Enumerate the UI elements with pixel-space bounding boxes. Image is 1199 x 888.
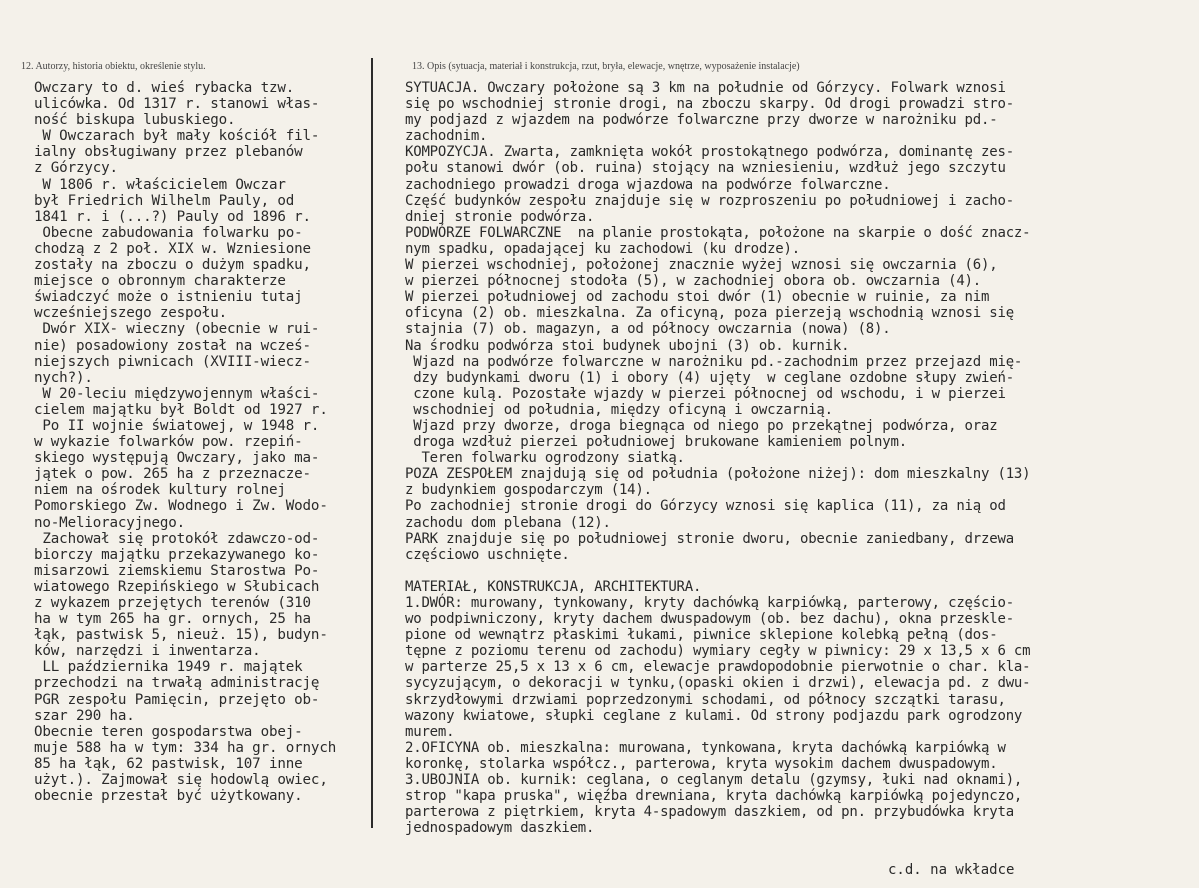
text-line: 2.OFICYNA ob. mieszkalna: murowana, tynkowana, kryta dachówką karpiówką w <box>405 739 1006 756</box>
text-line: SYTUACJA. Owczary położone są 3 km na południe od Górzycy. Folwark wznosi <box>405 80 1006 96</box>
text-line: wcześniejszego zespołu. <box>34 305 228 322</box>
text-line: wazony kwiatowe, słupki ceglane z kulami. Od strony podjazdu park ogrodzony <box>405 707 1023 724</box>
text-line: strop "kapa pruska", więźba drewniana, kryta dachówką karpiówką pojedynczo, <box>405 788 1023 805</box>
section-12-header: 12. Autorzy, historia obiektu, określenie stylu. <box>21 61 206 72</box>
text-line: jednospadowym daszkiem. <box>405 820 595 837</box>
text-line: nym spadku, opadającej ku zachodowi (ku drodze). <box>405 240 800 257</box>
text-line: oficyna (2) ob. mieszkalna. Za oficyną, poza pierzeją wschodnią wznosi się <box>405 305 1014 322</box>
text-line: wschodniej od południa, między oficyną i owczarnią. <box>405 401 833 418</box>
text-line: sycyzującym, o dekoracji w tynku,(opaski okien i drzwi), elewacja pd. z dwu- <box>405 675 1031 692</box>
text-line: użyt.). Zajmował się hodowlą owiec, <box>34 772 328 789</box>
text-line: murem. <box>405 723 455 740</box>
history-column <box>34 80 336 804</box>
text-line: PODWÓRZE FOLWARCZNE na planie prostokąta, położone na skarpie o dość znacz- <box>405 224 1031 241</box>
text-line: wo podpiwniczony, kryty dachem dwuspadowym (ob. bez dachu), okna przeskle- <box>405 611 1014 628</box>
text-line: zachodu dom plebana (12). <box>405 514 611 531</box>
text-line: Pomorskiego Zw. Wodnego i Zw. Wodo- <box>34 498 328 515</box>
text-line: przechodzi na trwałą administrację <box>34 675 320 692</box>
text-line: Część budynków zespołu znajduje się w rozproszeniu po południowej i zacho- <box>405 192 1014 209</box>
text-line: niejszych piwnicach (XVIII-wiecz- <box>34 353 311 370</box>
text-line: nych?). <box>34 369 93 386</box>
text-line: cielem majątku był Boldt od 1927 r. <box>34 401 328 418</box>
text-line: był Friedrich Wilhelm Pauly, od <box>34 192 295 209</box>
text-line: ha w tym 265 ha gr. ornych, 25 ha <box>34 611 311 628</box>
text-line: LL października 1949 r. majątek <box>34 659 303 676</box>
text-line: częściowo uschnięte. <box>405 546 570 563</box>
text-line: nie) posadowiony został na wcześ- <box>34 337 311 354</box>
text-line: 1841 r. i (...?) Pauly od 1896 r. <box>34 208 311 225</box>
text-line: świadczyć może o istnieniu tutaj <box>34 289 303 306</box>
text-line: czone kulą. Pozostałe wjazdy w pierzei północnej od wschodu, i w pierzei <box>405 385 1006 402</box>
text-line: zachodniego prowadzi droga wjazdowa na podwórze folwarczne. <box>405 176 891 193</box>
text-line: W pierzei południowej od zachodu stoi dwór (1) obecnie w ruinie, za nim <box>405 289 990 306</box>
text-line: W 1806 r. właścicielem Owczar <box>34 176 286 193</box>
text-line <box>405 563 1030 579</box>
text-line: ność biskupa lubuskiego. <box>34 112 236 129</box>
text-line: W pierzei wschodniej, położonej znacznie wyżej wznosi się owczarnia (6), <box>405 257 998 274</box>
text-line: MATERIAŁ, KONSTRUKCJA, ARCHITEKTURA. <box>405 578 702 595</box>
text-line: 85 ha łąk, 62 pastwisk, 107 inne <box>34 755 303 772</box>
text-line: Po zachodniej stronie drogi do Górzycy wznosi się kaplica (11), za nią od <box>405 498 1006 515</box>
text-line: Obecne zabudowania folwarku po- <box>34 224 303 241</box>
text-line: ialny obsługiwany przez plebanów <box>34 144 303 161</box>
text-line: jątek o pow. 265 ha z przeznacze- <box>34 466 311 483</box>
text-line: PGR zespołu Pamięcin, przejęto ob- <box>34 691 320 708</box>
text-line: Wjazd przy dworze, droga biegnąca od niego po przekątnej podwórza, oraz <box>405 417 998 434</box>
text-line: zostały na zboczu o dużym spadku, <box>34 257 311 274</box>
text-line: biorczy majątku przekazywanego ko- <box>34 546 320 563</box>
text-line: no-Melioracyjnego. <box>34 514 186 531</box>
text-line: W 20-leciu międzywojennym właści- <box>34 385 320 402</box>
text-line: KOMPOZYCJA. Zwarta, zamknięta wokół prostokątnego podwórza, dominantę zes- <box>405 144 1014 161</box>
continuation-note: c.d. na wkładce <box>888 862 1015 878</box>
text-line: muje 588 ha w tym: 334 ha gr. ornych <box>34 739 337 756</box>
text-line: wiatowego Rzepińskiego w Słubicach <box>34 578 320 595</box>
text-line: z Górzycy. <box>34 160 118 177</box>
text-line: Zachował się protokół zdawczo-od- <box>34 530 320 547</box>
text-line: stajnia (7) ob. magazyn, a od północy owczarnia (nowa) (8). <box>405 321 891 338</box>
text-line: pione od wewnątrz płaskimi łukami, piwnice sklepione kolebką pełną (dos- <box>405 627 998 644</box>
text-line: połu stanowi dwór (ob. ruina) stojący na wzniesieniu, wzdłuż jego szczytu <box>405 160 1006 177</box>
text-line: w parterze 25,5 x 13 x 6 cm, elewacje prawdopodobnie pierwotnie o char. kla- <box>405 659 1031 676</box>
text-line: obecnie przestał być użytkowany. <box>34 788 303 805</box>
text-line: łąk, pastwisk 5, nieuż. 15), budyn- <box>34 627 328 644</box>
text-line: Wjazd na podwórze folwarczne w narożniku pd.-zachodnim przez przejazd mię- <box>405 353 1023 370</box>
text-line: skiego występują Owczary, jako ma- <box>34 450 320 467</box>
text-line: z budynkiem gospodarczym (14). <box>405 482 652 499</box>
text-line: tępne z poziomu terenu od zachodu) wymiary cegły w piwnicy: 29 x 13,5 x 6 cm <box>405 643 1031 660</box>
text-line: my podjazd z wjazdem na podwórze folwarczne przy dworze w narożniku pd.- <box>405 112 998 129</box>
text-line: ulicówka. Od 1317 r. stanowi włas- <box>34 96 320 113</box>
text-line: 3.UBOJNIA ob. kurnik: ceglana, o ceglanym detalu (gzymsy, łuki nad oknami), <box>405 772 1023 789</box>
text-line: w wykazie folwarków pow. rzepiń- <box>34 434 303 451</box>
text-line: Obecnie teren gospodarstwa obej- <box>34 723 303 740</box>
text-line: dniej stronie podwórza. <box>405 208 595 225</box>
text-line: miejsce o obronnym charakterze <box>34 273 286 290</box>
text-line: zachodnim. <box>405 128 488 145</box>
text-line: z wykazem przejętych terenów (310 <box>34 595 311 611</box>
text-line: się po wschodniej stronie drogi, na zboczu skarpy. Od drogi prowadzi stro- <box>405 96 1014 113</box>
section-13-header: 13. Opis (sytuacja, materiał i konstrukcja, rzut, bryła, elewacje, wnętrze, wyposażenie instalacje) <box>412 61 800 72</box>
text-line: chodzą z 2 poł. XIX w. Wzniesione <box>34 240 311 257</box>
text-line: parterowa z piętrkiem, kryta 4-spadowym daszkiem, od pn. przybudówka kryta <box>405 804 1014 821</box>
text-line: Owczary to d. wieś rybacka tzw. <box>34 80 295 96</box>
text-line: koronkę, stolarka współcz., parterowa, kryta wysokim dachem dwuspadowym. <box>405 755 998 772</box>
text-line: szar 290 ha. <box>34 707 135 724</box>
text-line: droga wzdłuż pierzei południowej brukowane kamieniem polnym. <box>405 434 907 451</box>
text-line: dzy budynkami dworu (1) i obory (4) ujęty w ceglane ozdobne słupy zwień- <box>405 369 1014 386</box>
text-line: POZA ZESPOŁEM znajdują się od południa (położone niżej): dom mieszkalny (13) <box>405 466 1031 483</box>
text-line: Teren folwarku ogrodzony siatką. <box>405 450 685 467</box>
text-line: Po II wojnie światowej, w 1948 r. <box>34 417 320 434</box>
description-column <box>405 80 1030 836</box>
column-divider <box>371 58 373 828</box>
text-line: ków, narzędzi i inwentarza. <box>34 643 261 660</box>
text-line: niem na ośrodek kultury rolnej <box>34 482 286 499</box>
text-line: w pierzei północnej stodoła (5), w zachodniej obora ob. owczarnia (4). <box>405 273 982 290</box>
text-line: 1.DWÓR: murowany, tynkowany, kryty dachówką karpiówką, parterowy, częścio- <box>405 595 1014 611</box>
text-line: misarzowi ziemskiemu Starostwa Po- <box>34 562 320 579</box>
text-line: W Owczarach był mały kościół fil- <box>34 128 320 145</box>
text-line: skrzydłowymi drzwiami poprzedzonymi schodami, od północy szczątki tarasu, <box>405 691 1006 708</box>
text-line: PARK znajduje się po południowej stronie dworu, obecnie zaniedbany, drzewa <box>405 530 1014 547</box>
text-line: Dwór XIX- wieczny (obecnie w rui- <box>34 321 320 338</box>
text-line: Na środku podwórza stoi budynek ubojni (3) ob. kurnik. <box>405 337 850 354</box>
